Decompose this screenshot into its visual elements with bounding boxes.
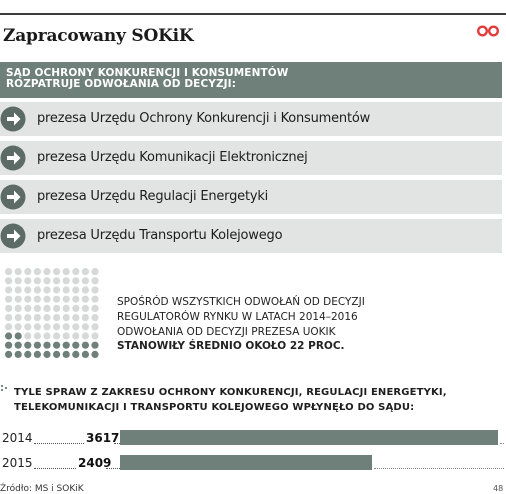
grid-dot [34,351,41,358]
arrow-right-circle-icon [0,106,26,132]
stat-line-4: STANOWIŁY ŚREDNIO OKOŁO 22 PROC. [117,340,345,353]
list-item-label: prezesa Urzędu Regulacji Energetyki [37,189,269,204]
grid-dot [63,305,70,312]
grid-dot [53,332,60,339]
grid-dot [24,314,31,321]
top-rule [0,13,506,15]
grid-dot [24,268,31,275]
grid-dot [63,277,70,284]
grid-dot [34,314,41,321]
grid-dot [53,314,60,321]
grid-dot [34,305,41,312]
arrow-right-circle-icon [0,145,26,171]
grid-dot [53,342,60,349]
grid-dot [5,286,12,293]
bar-category-label: 2014 [2,431,33,445]
grid-dot [5,332,12,339]
grid-dot [15,351,22,358]
grid-dot [5,268,12,275]
bar-category-label: 2015 [2,456,33,470]
grid-dot [91,296,98,303]
grid-dot [43,296,50,303]
grid-dot [63,332,70,339]
grid-dot [5,351,12,358]
arrow-right-circle-icon [0,184,26,210]
grid-dot [43,351,50,358]
grid-dot [82,268,89,275]
grid-dot [63,286,70,293]
grid-dot [91,277,98,284]
grid-dot [82,332,89,339]
chart-question [14,385,447,415]
grid-dot [15,332,22,339]
grid-dot [63,351,70,358]
grid-dot [53,277,60,284]
stat-line-1: SPOŚRÓD WSZYSTKICH ODWOŁAŃ OD DECYZJI [117,296,365,308]
leader-dots [34,468,76,469]
bar-value-label: 3617 [86,431,120,445]
grid-dot [24,277,31,284]
leader-dots [34,443,84,444]
grid-dot [53,286,60,293]
grid-dot [43,277,50,284]
info-banner [0,62,502,98]
grid-dot [72,286,79,293]
grid-dot [82,351,89,358]
question-line-2: TELEKOMUNIKACJI I TRANSPORTU KOLEJOWEGO WPŁYNĘŁO DO SĄDU: [14,402,415,413]
bar-value-label: 2409 [78,456,112,470]
dot-grid-icon [4,267,104,359]
grid-dot [63,342,70,349]
grid-dot [82,286,89,293]
list-item-label: prezesa Urzędu Ochrony Konkurencji i Konsumentów [37,111,371,126]
grid-dot [24,351,31,358]
grid-dot [24,305,31,312]
grid-dot [72,323,79,330]
grid-dot [91,323,98,330]
bar [120,430,498,445]
grid-dot [63,296,70,303]
grid-dot [63,314,70,321]
grid-dot [34,323,41,330]
grid-dot [72,342,79,349]
grid-dot [82,296,89,303]
grid-dot [53,323,60,330]
double-ring-logo-icon [476,25,500,37]
grid-dot [34,277,41,284]
list-item-label: prezesa Urzędu Transportu Kolejowego [37,228,283,243]
grid-dot [82,323,89,330]
list-item-label: prezesa Urzędu Komunikacji Elektronicznej [37,150,308,165]
grid-dot [15,268,22,275]
grid-dot [43,286,50,293]
grid-dot [24,323,31,330]
grid-dot [82,314,89,321]
grid-dot [43,268,50,275]
bar-row [0,454,506,472]
stat-text [117,295,365,354]
grid-dot [91,286,98,293]
grid-dot [43,305,50,312]
grid-dot [15,277,22,284]
bar-tail [374,468,504,469]
grid-dot [43,342,50,349]
grid-dot [43,323,50,330]
grid-dot [24,342,31,349]
bar-tail [500,443,504,444]
grid-dot [15,314,22,321]
grid-dot [5,342,12,349]
grid-dot [91,342,98,349]
grid-dot [24,332,31,339]
grid-dot [91,305,98,312]
grid-dot [34,342,41,349]
grid-dot [82,277,89,284]
grid-dot [82,342,89,349]
grid-dot [43,314,50,321]
grid-dot [43,332,50,339]
grid-dot [24,286,31,293]
question-line-1: TYLE SPRAW Z ZAKRESU OCHRONY KONKURENCJI, REGULACJI ENERGETYKI, [14,387,447,398]
grid-dot [34,296,41,303]
grid-dot [5,314,12,321]
grid-dot [5,296,12,303]
grid-dot [34,268,41,275]
grid-dot [53,351,60,358]
list-item [0,102,502,136]
page-title: Zapracowany SOKiK [3,26,194,46]
grid-dot [91,314,98,321]
stat-line-2: REGULATORÓW RYNKU W LATACH 2014–2016 [117,310,358,323]
page-number: 48 [493,484,504,493]
bar [120,455,372,470]
grid-dot [5,323,12,330]
leader-dots [106,468,120,469]
banner-line-2: ROZPATRUJE ODWOŁANIA OD DECYZJI: [6,78,236,90]
grid-dot [91,268,98,275]
grid-dot [34,286,41,293]
grid-dot [53,268,60,275]
grid-dot [72,305,79,312]
grid-dot [72,314,79,321]
grid-dot [63,323,70,330]
grid-dot [15,323,22,330]
banner-line-1: SĄD OCHRONY KONKURENCJI I KONSUMENTÓW [6,67,289,79]
grid-dot [72,296,79,303]
grid-dot [82,305,89,312]
grid-dot [34,332,41,339]
grid-dot [72,332,79,339]
grid-dot [15,286,22,293]
grid-dot [53,305,60,312]
bar-row [0,429,506,447]
grid-dot [15,296,22,303]
list-item [0,180,502,214]
grid-dot [5,277,12,284]
grid-dot [53,296,60,303]
grid-dot [15,342,22,349]
stat-line-3: ODWOŁANIA OD DECYZJI PREZESA UOKIK [117,325,336,338]
grid-dot [72,277,79,284]
grid-dot [72,268,79,275]
list-item [0,141,502,175]
grid-dot [63,268,70,275]
grid-dot [91,351,98,358]
dot-cluster-icon [0,384,8,392]
arrow-right-circle-icon [0,223,26,249]
grid-dot [72,351,79,358]
grid-dot [15,305,22,312]
source-note: Źródło: MS i SOKiK [0,484,84,494]
grid-dot [24,296,31,303]
list-item [0,219,502,253]
grid-dot [91,332,98,339]
grid-dot [5,305,12,312]
